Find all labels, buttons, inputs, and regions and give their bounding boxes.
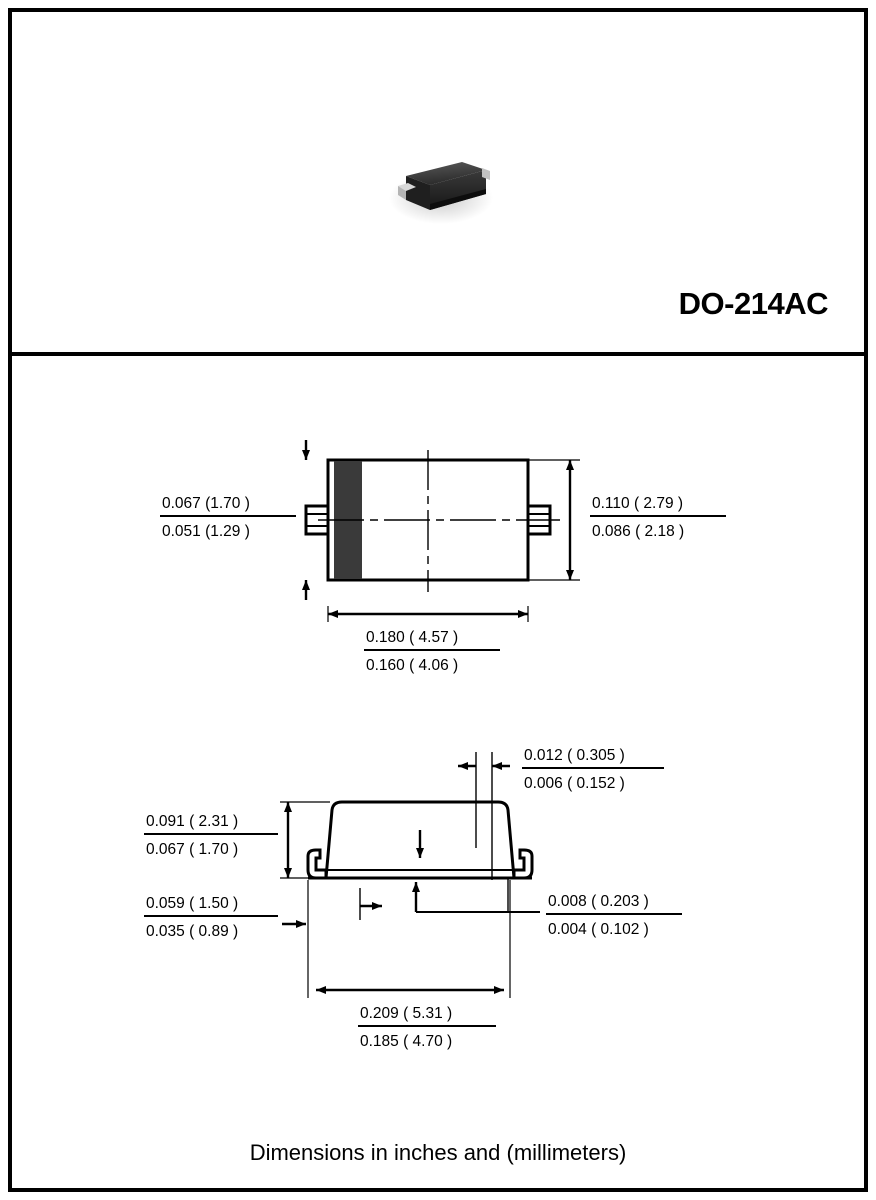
- side-view-lead-thickness-min: 0.006 ( 0.152 ): [524, 775, 625, 792]
- side-view-overall-length-min: 0.185 ( 4.70 ): [360, 1033, 453, 1050]
- top-view-length-min: 0.160 ( 4.06 ): [366, 657, 459, 674]
- side-view-drawing: [120, 730, 760, 1090]
- side-view-overall-length-max: 0.209 ( 5.31 ): [360, 1005, 453, 1022]
- side-view-standoff-max: 0.008 ( 0.203 ): [548, 893, 649, 910]
- side-view-lead-length-max: 0.059 ( 1.50 ): [146, 895, 239, 912]
- side-view-body-height-max: 0.091 ( 2.31 ): [146, 813, 239, 830]
- dimensions-footnote: Dimensions in inches and (millimeters): [249, 1140, 627, 1165]
- top-view-width-max: 0.110 ( 2.79 ): [592, 495, 684, 512]
- section-divider: [8, 352, 868, 356]
- side-view-body-height-min: 0.067 ( 1.70 ): [146, 841, 239, 858]
- top-view-length-max: 0.180 ( 4.57 ): [366, 629, 459, 646]
- side-view-standoff-min: 0.004 ( 0.102 ): [548, 921, 649, 938]
- package-title: DO-214AC: [678, 286, 828, 321]
- package-photo: [386, 140, 496, 236]
- top-view-drawing: [120, 410, 760, 700]
- top-view-width-min: 0.086 ( 2.18 ): [592, 523, 685, 540]
- top-view-height-min: 0.051 (1.29 ): [162, 523, 250, 540]
- top-view-height-max: 0.067 (1.70 ): [162, 495, 250, 512]
- side-view-lead-thickness-max: 0.012 ( 0.305 ): [524, 747, 625, 764]
- side-view-lead-length-min: 0.035 ( 0.89 ): [146, 923, 239, 940]
